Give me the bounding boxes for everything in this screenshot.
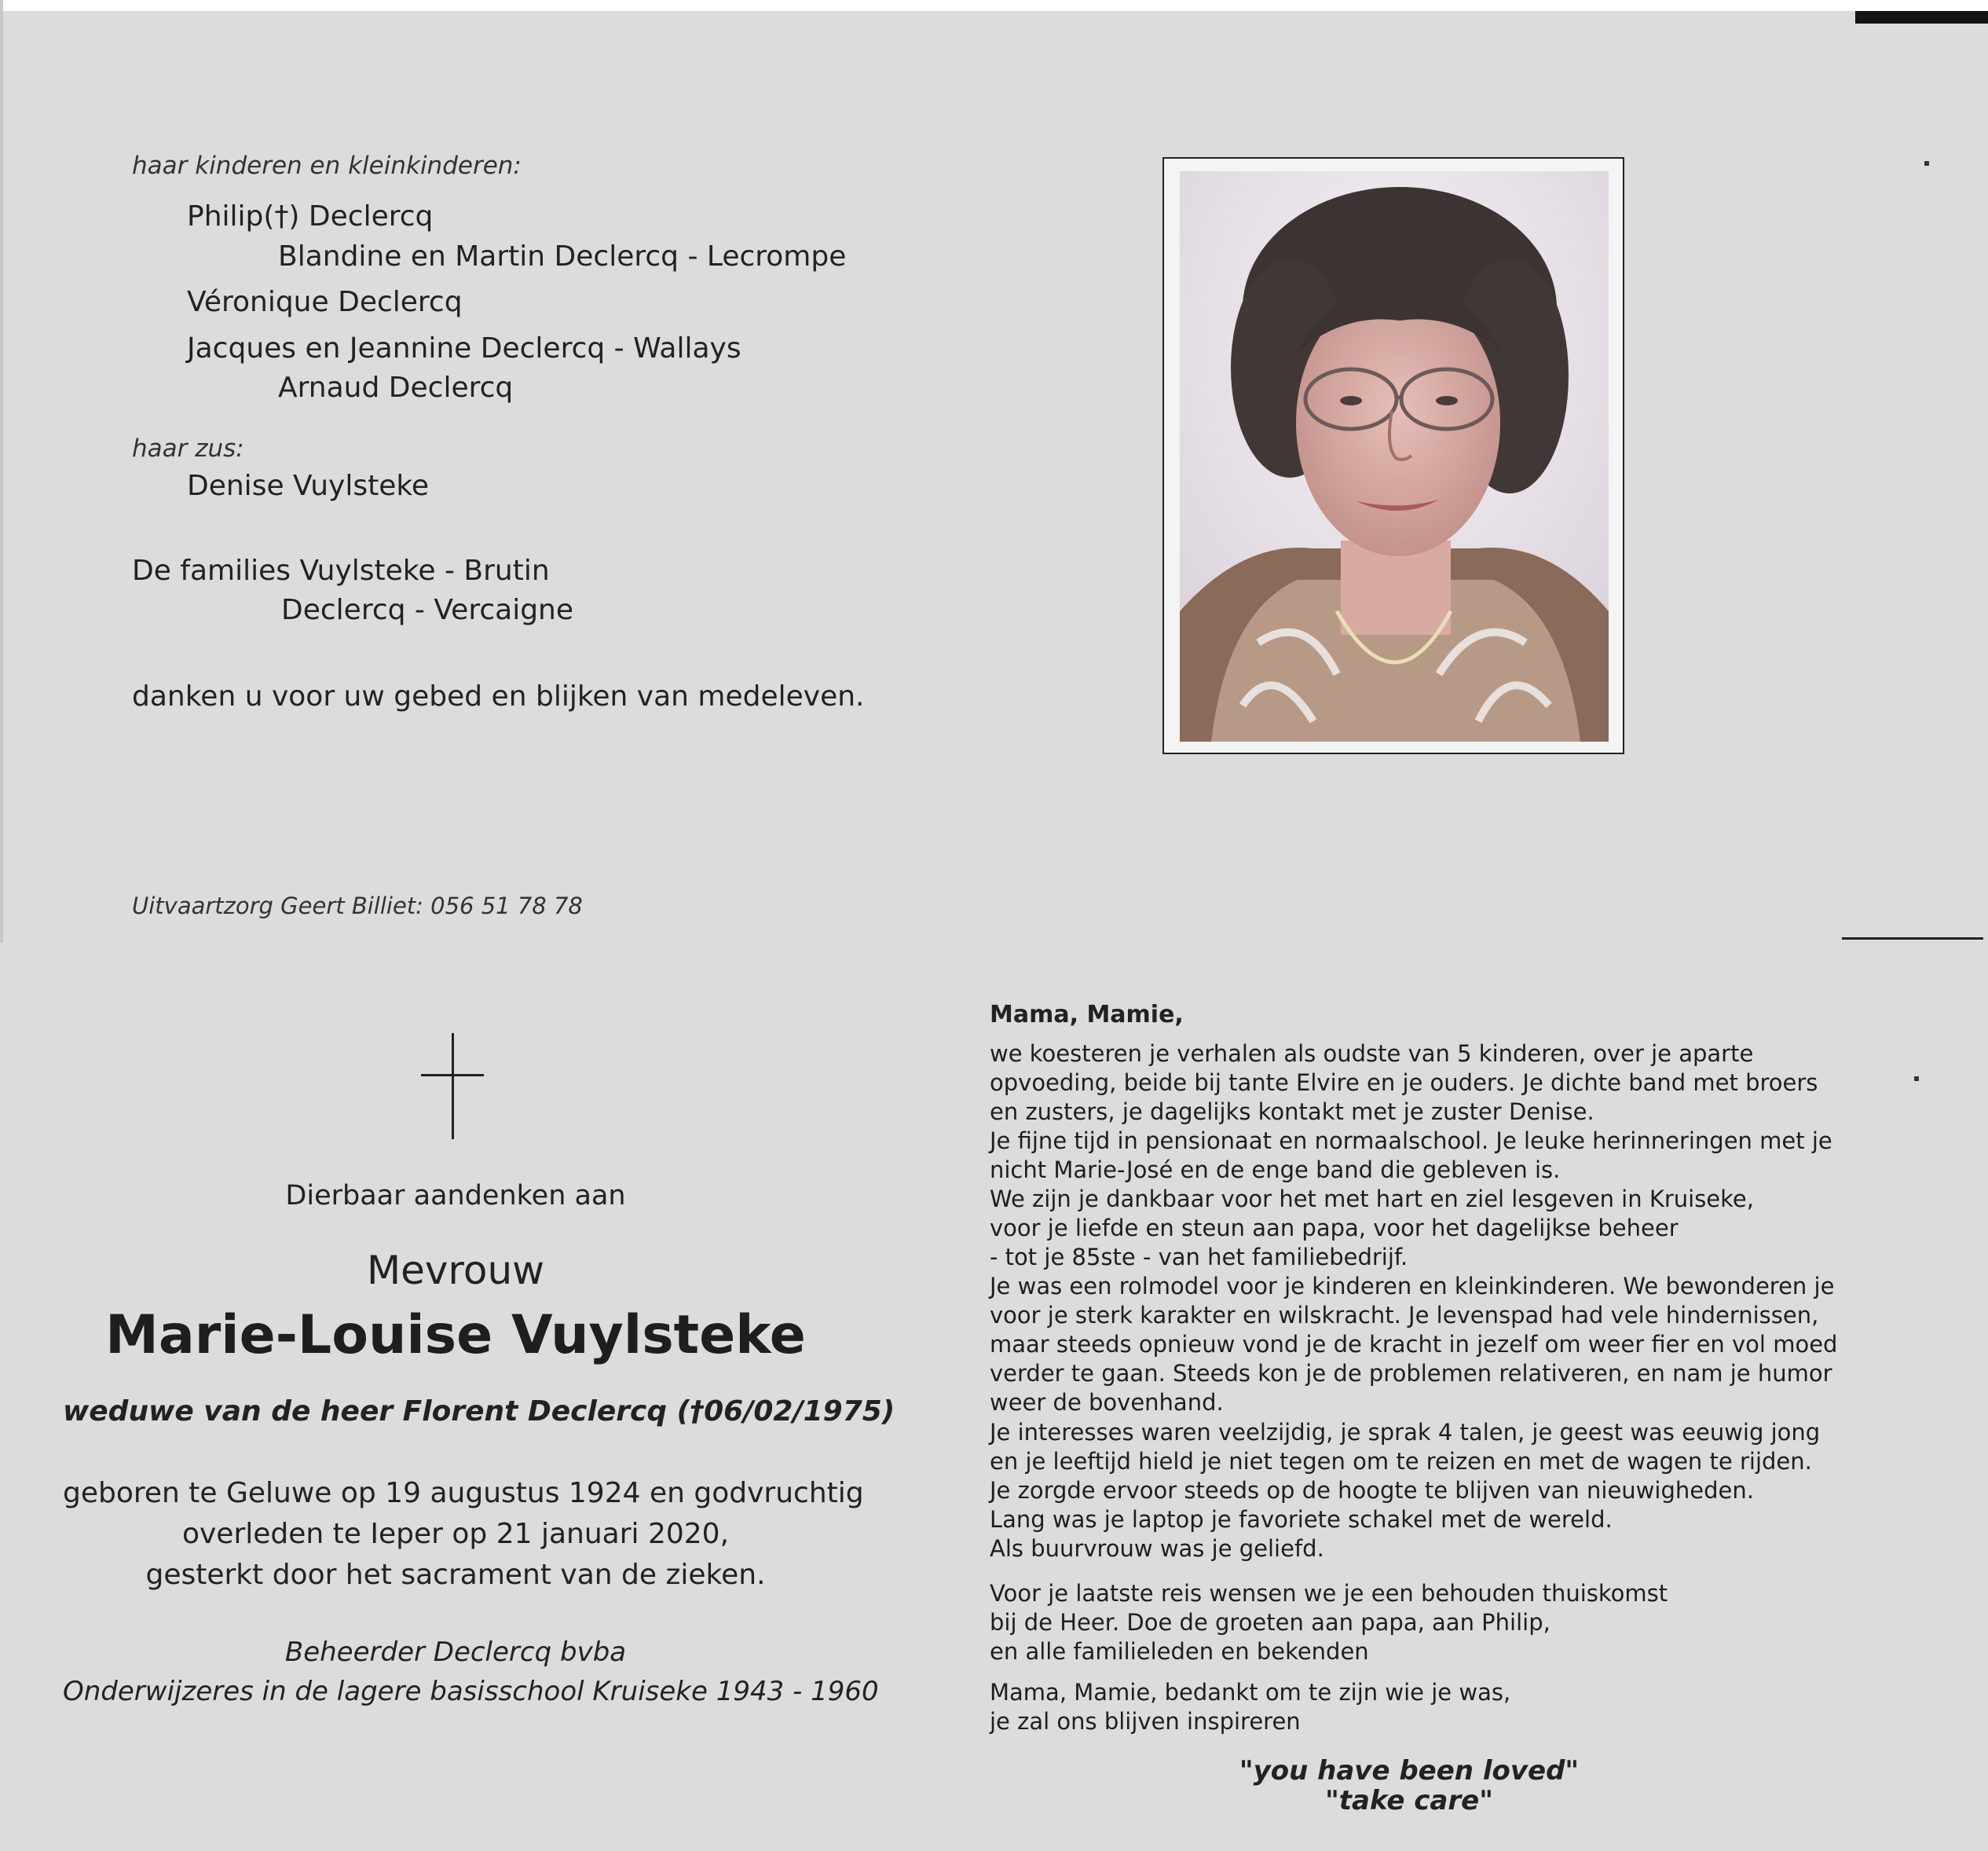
letter-line: nicht Marie-José en de enge band die gebleven is. bbox=[990, 1156, 1561, 1183]
letter-line: we koesteren je verhalen als oudste van 5 kinderen, over je aparte bbox=[990, 1040, 1754, 1067]
family-member: Arnaud Declercq bbox=[278, 372, 514, 404]
funeral-home: Uitvaartzorg Geert Billiet: 056 51 78 78 bbox=[132, 893, 583, 919]
letter-line: Lang was je laptop je favoriete schakel met de wereld. bbox=[990, 1506, 1613, 1533]
letter-line: je zal ons blijven inspireren bbox=[990, 1708, 1301, 1735]
letter-line: Je zorgde ervoor steeds op de hoogte te blijven van nieuwigheden. bbox=[990, 1477, 1754, 1504]
letter-line: Mama, Mamie, bedankt om te zijn wie je was, bbox=[990, 1679, 1511, 1706]
fold-line bbox=[1842, 937, 1983, 940]
portrait-frame bbox=[1162, 157, 1624, 754]
letter-line: en alle familieleden en bekenden bbox=[990, 1638, 1369, 1665]
closing-quote: "take care" bbox=[1325, 1785, 1493, 1816]
letter-line: voor je liefde en steun aan papa, voor het dagelijkse beheer bbox=[990, 1215, 1679, 1241]
families-line: Declercq - Vercaigne bbox=[281, 594, 574, 626]
letter-line: en zusters, je dagelijks kontakt met je zuster Denise. bbox=[990, 1098, 1594, 1125]
memorial-heading: Dierbaar aandenken aan bbox=[285, 1180, 626, 1211]
letter-line: Je interesses waren veelzijdig, je sprak 4 talen, je geest was eeuwig jong bbox=[990, 1419, 1821, 1446]
letter-line: We zijn je dankbaar voor het met hart en ziel lesgeven in Kruiseke, bbox=[990, 1186, 1754, 1212]
scan-corner-mark bbox=[1855, 11, 1988, 24]
scan-speck bbox=[1924, 161, 1929, 166]
children-label: haar kinderen en kleinkinderen: bbox=[132, 152, 522, 180]
letter-line: weer de bovenhand. bbox=[990, 1389, 1224, 1416]
occupation-line: Beheerder Declercq bvba bbox=[284, 1637, 627, 1668]
letter-line: Voor je laatste reis wensen we je een behouden thuiskomst bbox=[990, 1580, 1668, 1607]
sister-name: Denise Vuylsteke bbox=[187, 470, 430, 502]
family-member: Jacques en Jeannine Declercq - Wallays bbox=[187, 332, 741, 365]
bio-line: geboren te Geluwe op 19 augustus 1924 en godvruchtig bbox=[63, 1477, 864, 1509]
cross-icon bbox=[452, 1033, 454, 1139]
letter-line: Je fijne tijd in pensionaat en normaalschool. Je leuke herinneringen met je bbox=[990, 1127, 1832, 1154]
letter-line: Je was een rolmodel voor je kinderen en kleinkinderen. We bewonderen je bbox=[990, 1273, 1835, 1299]
family-member: Philip(†) Declercq bbox=[187, 200, 434, 233]
letter-line: voor je sterk karakter en wilskracht. Je levenspad had vele hindernissen, bbox=[990, 1302, 1819, 1329]
letter-line: en je leeftijd hield je niet tegen om te reizen en met de wagen te rijden. bbox=[990, 1448, 1812, 1475]
cross-icon-bar bbox=[421, 1074, 484, 1076]
scan-speck bbox=[1914, 1076, 1919, 1081]
sister-label: haar zus: bbox=[132, 434, 244, 463]
scan-top-strip bbox=[0, 0, 1988, 11]
closing-quote: "you have been loved" bbox=[1239, 1755, 1580, 1787]
deceased-title: Mevrouw bbox=[366, 1248, 545, 1293]
family-member: Blandine en Martin Declercq - Lecrompe bbox=[278, 240, 847, 273]
letter-greeting: Mama, Mamie, bbox=[990, 1001, 1184, 1028]
families-line: De families Vuylsteke - Brutin bbox=[132, 555, 550, 587]
letter-line: opvoeding, beide bij tante Elvire en je ouders. Je dichte band met broers bbox=[990, 1069, 1818, 1096]
letter-line: verder te gaan. Steeds kon je de problemen relativeren, en nam je humor bbox=[990, 1360, 1832, 1387]
bio-line: gesterkt door het sacrament van de zieken. bbox=[145, 1559, 766, 1591]
scan-left-edge bbox=[0, 0, 3, 943]
letter-line: - tot je 85ste - van het familiebedrijf. bbox=[990, 1244, 1408, 1270]
bio-line: overleden te Ieper op 21 januari 2020, bbox=[181, 1518, 730, 1550]
portrait-photo bbox=[1180, 171, 1609, 742]
occupation-line: Onderwijzeres in de lagere basisschool Kruiseke 1943 - 1960 bbox=[63, 1676, 879, 1707]
letter-line: bij de Heer. Doe de groeten aan papa, aan Philip, bbox=[990, 1609, 1550, 1636]
letter-line: maar steeds opnieuw vond je de kracht in jezelf om weer fier en vol moed bbox=[990, 1331, 1838, 1358]
widow-line: weduwe van de heer Florent Declercq (†06/02/1975) bbox=[63, 1395, 895, 1428]
letter-line: Als buurvrouw was je geliefd. bbox=[990, 1535, 1324, 1562]
family-member: Véronique Declercq bbox=[187, 286, 463, 318]
deceased-name: Marie-Louise Vuylsteke bbox=[105, 1304, 806, 1366]
thanks-line: danken u voor uw gebed en blijken van medeleven. bbox=[132, 680, 865, 713]
